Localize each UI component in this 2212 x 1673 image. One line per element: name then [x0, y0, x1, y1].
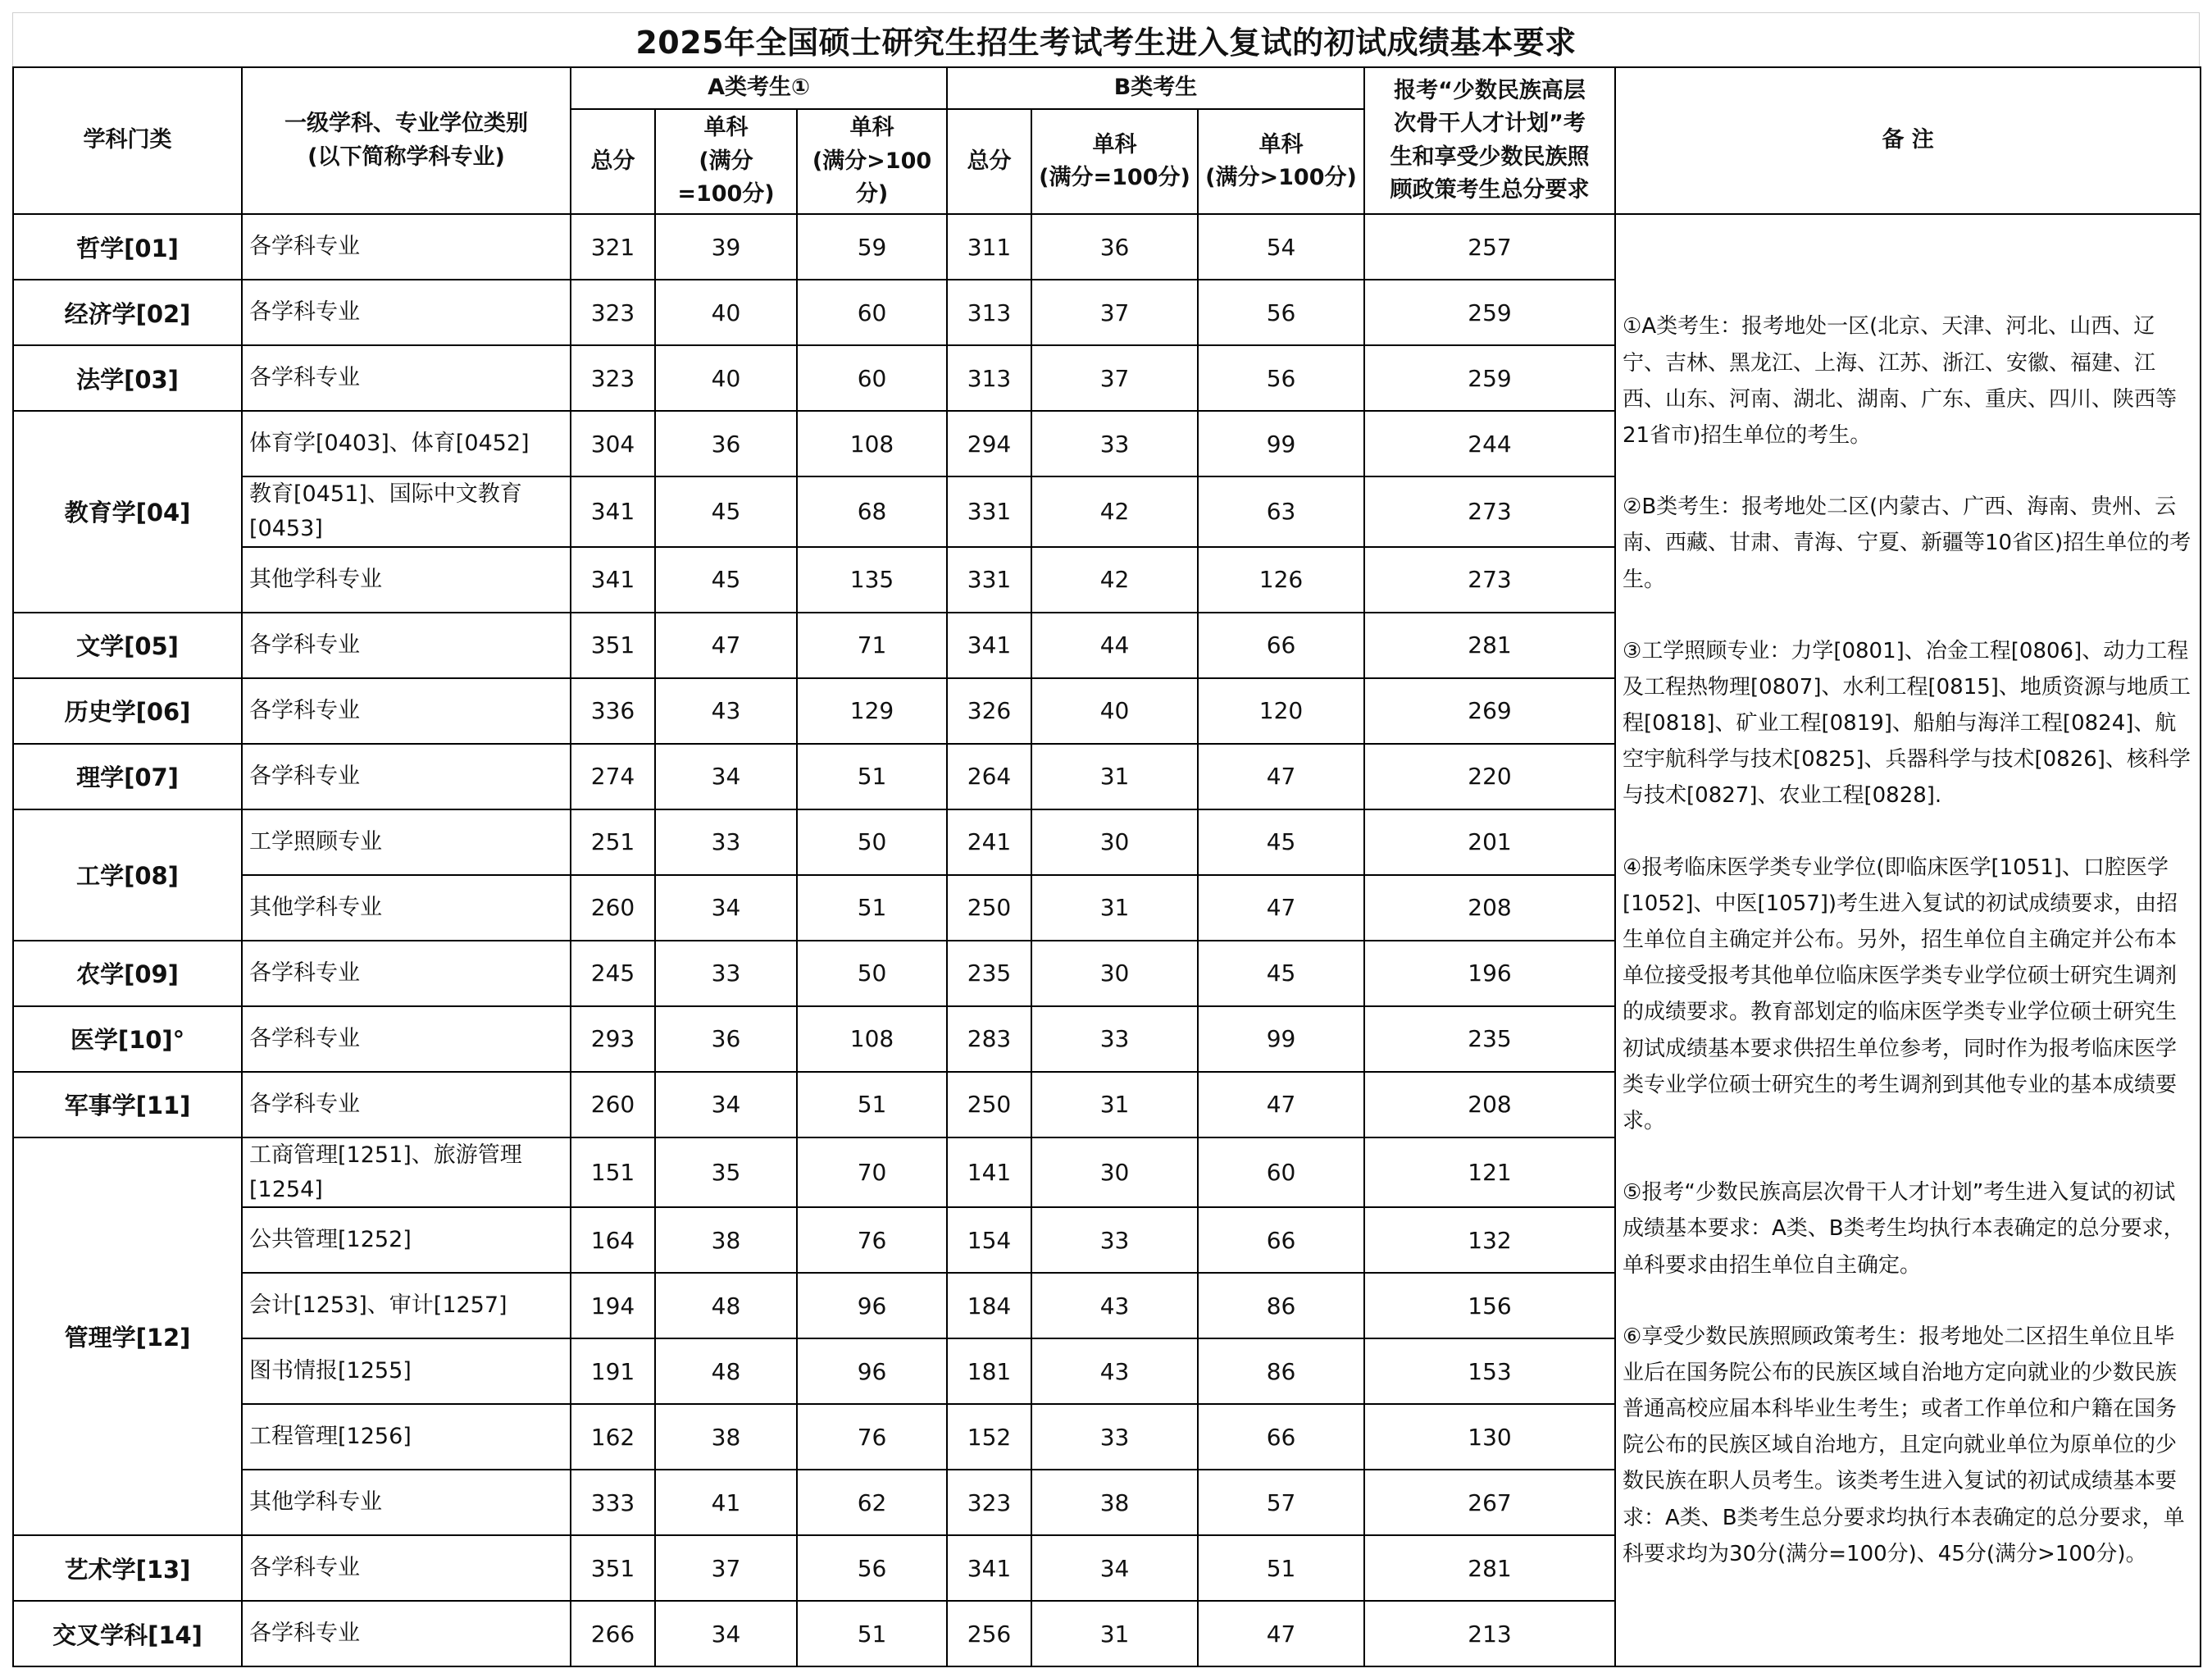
b-total-cell: 326: [947, 678, 1031, 744]
b-single-100-cell: 36: [1031, 214, 1198, 280]
subject-cell: 各学科专业: [242, 1006, 571, 1072]
special-total-cell: 235: [1364, 1006, 1615, 1072]
a-single-gt100-cell: 68: [797, 476, 947, 547]
b-total-cell: 235: [947, 941, 1031, 1006]
a-single-gt100-cell: 76: [797, 1207, 947, 1273]
header-b-single-100-line2: (满分=100分): [1039, 165, 1190, 190]
a-single-100-cell: 38: [655, 1404, 797, 1470]
special-total-cell: 208: [1364, 875, 1615, 941]
a-total-cell: 351: [571, 1535, 655, 1601]
a-total-cell: 260: [571, 1072, 655, 1137]
a-single-gt100-cell: 50: [797, 809, 947, 875]
subject-cell: 工商管理[1251]、旅游管理[1254]: [242, 1137, 571, 1208]
a-total-cell: 304: [571, 411, 655, 476]
special-total-cell: 281: [1364, 1535, 1615, 1601]
a-single-100-cell: 34: [655, 1601, 797, 1666]
a-total-cell: 260: [571, 875, 655, 941]
category-cell: 医学[10]°: [13, 1006, 242, 1072]
header-b-single-100-line1: 单科: [1092, 131, 1137, 157]
subject-cell: 各学科专业: [242, 1535, 571, 1601]
header-a-single-gt100: [797, 109, 947, 214]
subject-cell: 工学照顾专业: [242, 809, 571, 875]
a-total-cell: 323: [571, 345, 655, 411]
b-total-cell: 331: [947, 547, 1031, 613]
b-single-gt100-cell: 47: [1198, 1601, 1364, 1666]
b-single-gt100-cell: 120: [1198, 678, 1364, 744]
b-single-100-cell: 30: [1031, 809, 1198, 875]
b-single-gt100-cell: 66: [1198, 613, 1364, 678]
a-single-100-cell: 37: [655, 1535, 797, 1601]
a-total-cell: 194: [571, 1273, 655, 1338]
header-a-single-100-line1: 单科: [703, 115, 749, 141]
a-total-cell: 333: [571, 1470, 655, 1535]
page-title: 2025年全国硕士研究生招生考试考生进入复试的初试成绩基本要求: [635, 25, 1577, 61]
remarks-cell: [1615, 214, 2201, 1666]
subject-cell: 其他学科专业: [242, 1470, 571, 1535]
a-single-100-cell: 48: [655, 1338, 797, 1404]
header-b-total: 总分: [947, 109, 1031, 214]
a-total-cell: 351: [571, 613, 655, 678]
b-single-100-cell: 43: [1031, 1273, 1198, 1338]
special-total-cell: 267: [1364, 1470, 1615, 1535]
a-total-cell: 191: [571, 1338, 655, 1404]
a-single-100-cell: 35: [655, 1137, 797, 1208]
b-single-100-cell: 44: [1031, 613, 1198, 678]
b-total-cell: 250: [947, 875, 1031, 941]
special-total-cell: 259: [1364, 345, 1615, 411]
a-total-cell: 164: [571, 1207, 655, 1273]
a-single-100-cell: 39: [655, 214, 797, 280]
a-total-cell: 151: [571, 1137, 655, 1208]
special-total-cell: 208: [1364, 1072, 1615, 1137]
category-cell: 哲学[01]: [13, 214, 242, 280]
header-b-single-gt100: [1198, 109, 1364, 214]
remark-note: ⑤报考“少数民族高层次骨干人才计划”考生进入复试的初试成绩基本要求：A类、B类考生均执行本表确定的总分要求，单科要求由招生单位自主确定。: [1623, 1180, 2185, 1278]
special-total-cell: 213: [1364, 1601, 1615, 1666]
special-total-cell: 269: [1364, 678, 1615, 744]
table-row: [13, 214, 2201, 280]
header-a-single-100-line2: (满分: [699, 148, 753, 174]
b-single-100-cell: 42: [1031, 476, 1198, 547]
a-single-gt100-cell: 60: [797, 345, 947, 411]
table-body: [13, 214, 2201, 1666]
category-cell: 教育学[04]: [13, 411, 242, 613]
subject-cell: 其他学科专业: [242, 875, 571, 941]
subject-cell: 各学科专业: [242, 744, 571, 809]
category-cell: 艺术学[13]: [13, 1535, 242, 1601]
a-single-gt100-cell: 60: [797, 280, 947, 345]
table-header: [13, 67, 2201, 214]
a-single-100-cell: 48: [655, 1273, 797, 1338]
a-single-gt100-cell: 51: [797, 1601, 947, 1666]
special-total-cell: 281: [1364, 613, 1615, 678]
category-cell: 工学[08]: [13, 809, 242, 941]
b-single-100-cell: 31: [1031, 875, 1198, 941]
a-single-gt100-cell: 135: [797, 547, 947, 613]
subject-cell: 工程管理[1256]: [242, 1404, 571, 1470]
b-total-cell: 283: [947, 1006, 1031, 1072]
b-single-100-cell: 31: [1031, 1601, 1198, 1666]
b-total-cell: 331: [947, 476, 1031, 547]
special-total-cell: 257: [1364, 214, 1615, 280]
b-total-cell: 184: [947, 1273, 1031, 1338]
a-single-100-cell: 33: [655, 941, 797, 1006]
header-special-total: [1364, 67, 1615, 214]
b-single-100-cell: 43: [1031, 1338, 1198, 1404]
a-total-cell: 266: [571, 1601, 655, 1666]
b-single-gt100-cell: 56: [1198, 345, 1364, 411]
header-a-total: 总分: [571, 109, 655, 214]
a-single-100-cell: 36: [655, 1006, 797, 1072]
special-total-cell: 121: [1364, 1137, 1615, 1208]
b-total-cell: 241: [947, 809, 1031, 875]
subject-cell: 各学科专业: [242, 678, 571, 744]
a-single-100-cell: 40: [655, 345, 797, 411]
subject-cell: 各学科专业: [242, 1072, 571, 1137]
a-single-gt100-cell: 71: [797, 613, 947, 678]
a-total-cell: 162: [571, 1404, 655, 1470]
a-total-cell: 274: [571, 744, 655, 809]
b-single-100-cell: 33: [1031, 1006, 1198, 1072]
score-table: [12, 66, 2201, 1667]
b-single-100-cell: 34: [1031, 1535, 1198, 1601]
special-total-cell: 273: [1364, 476, 1615, 547]
b-total-cell: 323: [947, 1470, 1031, 1535]
subject-cell: 公共管理[1252]: [242, 1207, 571, 1273]
a-single-100-cell: 40: [655, 280, 797, 345]
b-single-100-cell: 33: [1031, 411, 1198, 476]
special-total-cell: 130: [1364, 1404, 1615, 1470]
a-single-gt100-cell: 62: [797, 1470, 947, 1535]
subject-cell: 各学科专业: [242, 941, 571, 1006]
b-single-gt100-cell: 126: [1198, 547, 1364, 613]
header-a-single-gt100-line2: (满分>100分): [812, 148, 932, 207]
subject-cell: 各学科专业: [242, 345, 571, 411]
a-single-100-cell: 34: [655, 875, 797, 941]
b-total-cell: 256: [947, 1601, 1031, 1666]
a-total-cell: 336: [571, 678, 655, 744]
special-total-cell: 259: [1364, 280, 1615, 345]
a-total-cell: 321: [571, 214, 655, 280]
subject-cell: 会计[1253]、审计[1257]: [242, 1273, 571, 1338]
subject-cell: 体育学[0403]、体育[0452]: [242, 411, 571, 476]
subject-cell: 各学科专业: [242, 214, 571, 280]
b-single-gt100-cell: 66: [1198, 1207, 1364, 1273]
header-special-line1: 报考“少数民族高层: [1394, 77, 1586, 103]
remark-note: ③工学照顾专业：力学[0801]、冶金工程[0806]、动力工程及工程热物理[0807]、水利工程[0815]、地质资源与地质工程[0818]、矿业工程[0819]、船舶与海洋工程[0824]、航空宇航科学与技术[0825]、兵器科学与技术[0826]、核科学与技术[0827]、农业工程[0828].: [1623, 638, 2191, 809]
a-single-100-cell: 47: [655, 613, 797, 678]
remark-note: ④报考临床医学类专业学位(即临床医学[1051]、口腔医学[1052]、中医[1057])考生进入复试的初试成绩要求，由招生单位自主确定并公布。另外，招生单位自主确定并公布本单位接受报考其他单位临床医学类专业学位硕士研究生调剂的成绩要求。教育部划定的临床医学类专业学位硕士研究生初试成绩基本要求供招生单位参考，同时作为报考临床医学类专业学位硕士研究生的考生调剂到其他专业的基本成绩要求。: [1623, 855, 2178, 1133]
b-single-gt100-cell: 47: [1198, 744, 1364, 809]
subject-cell: 教育[0451]、国际中文教育[0453]: [242, 476, 571, 547]
a-total-cell: 293: [571, 1006, 655, 1072]
b-single-gt100-cell: 51: [1198, 1535, 1364, 1601]
b-single-100-cell: 37: [1031, 280, 1198, 345]
a-single-gt100-cell: 56: [797, 1535, 947, 1601]
a-single-100-cell: 34: [655, 1072, 797, 1137]
a-total-cell: 251: [571, 809, 655, 875]
subject-cell: 各学科专业: [242, 280, 571, 345]
b-single-100-cell: 37: [1031, 345, 1198, 411]
b-single-gt100-cell: 56: [1198, 280, 1364, 345]
a-single-100-cell: 34: [655, 744, 797, 809]
special-total-cell: 153: [1364, 1338, 1615, 1404]
header-b-single-100: [1031, 109, 1198, 214]
category-cell: 理学[07]: [13, 744, 242, 809]
category-cell: 军事学[11]: [13, 1072, 242, 1137]
special-total-cell: 196: [1364, 941, 1615, 1006]
special-total-cell: 132: [1364, 1207, 1615, 1273]
category-cell: 经济学[02]: [13, 280, 242, 345]
b-total-cell: 341: [947, 1535, 1031, 1601]
header-subject-line2: (以下简称学科专业): [307, 144, 505, 170]
a-single-gt100-cell: 51: [797, 875, 947, 941]
a-single-gt100-cell: 108: [797, 1006, 947, 1072]
category-cell: 管理学[12]: [13, 1137, 242, 1536]
b-single-100-cell: 30: [1031, 941, 1198, 1006]
subject-cell: 各学科专业: [242, 613, 571, 678]
a-single-100-cell: 43: [655, 678, 797, 744]
b-single-gt100-cell: 66: [1198, 1404, 1364, 1470]
header-a-single-100: [655, 109, 797, 214]
b-single-100-cell: 31: [1031, 1072, 1198, 1137]
a-single-gt100-cell: 51: [797, 744, 947, 809]
a-single-gt100-cell: 108: [797, 411, 947, 476]
special-total-cell: 244: [1364, 411, 1615, 476]
b-single-gt100-cell: 99: [1198, 411, 1364, 476]
a-total-cell: 323: [571, 280, 655, 345]
category-cell: 交叉学科[14]: [13, 1601, 242, 1666]
a-single-gt100-cell: 76: [797, 1404, 947, 1470]
score-sheet: [12, 12, 2200, 1662]
b-single-gt100-cell: 47: [1198, 1072, 1364, 1137]
b-total-cell: 341: [947, 613, 1031, 678]
a-total-cell: 341: [571, 547, 655, 613]
b-single-100-cell: 33: [1031, 1404, 1198, 1470]
a-single-gt100-cell: 129: [797, 678, 947, 744]
b-total-cell: 264: [947, 744, 1031, 809]
special-total-cell: 156: [1364, 1273, 1615, 1338]
header-special-line4: 顾政策考生总分要求: [1390, 177, 1590, 203]
b-single-gt100-cell: 63: [1198, 476, 1364, 547]
b-total-cell: 181: [947, 1338, 1031, 1404]
b-single-100-cell: 30: [1031, 1137, 1198, 1208]
a-single-100-cell: 45: [655, 547, 797, 613]
a-single-gt100-cell: 51: [797, 1072, 947, 1137]
b-total-cell: 154: [947, 1207, 1031, 1273]
b-single-gt100-cell: 45: [1198, 809, 1364, 875]
a-total-cell: 245: [571, 941, 655, 1006]
b-total-cell: 152: [947, 1404, 1031, 1470]
b-total-cell: 250: [947, 1072, 1031, 1137]
remark-note: ①A类考生：报考地处一区(北京、天津、河北、山西、辽宁、吉林、黑龙江、上海、江苏、浙江、安徽、福建、江西、山东、河南、湖北、湖南、广东、重庆、四川、陕西等21省市)招生单位的考生。: [1623, 314, 2178, 448]
header-group-a: A类考生①: [571, 67, 947, 109]
category-cell: 农学[09]: [13, 941, 242, 1006]
b-single-gt100-cell: 86: [1198, 1338, 1364, 1404]
a-single-100-cell: 38: [655, 1207, 797, 1273]
title-bar: [12, 12, 2200, 66]
a-single-100-cell: 36: [655, 411, 797, 476]
subject-cell: 图书情报[1255]: [242, 1338, 571, 1404]
b-single-gt100-cell: 47: [1198, 875, 1364, 941]
header-subject-line1: 一级学科、专业学位类别: [284, 111, 528, 136]
b-total-cell: 313: [947, 345, 1031, 411]
b-single-gt100-cell: 86: [1198, 1273, 1364, 1338]
header-a-single-100-line3: =100分): [677, 181, 775, 207]
b-single-100-cell: 33: [1031, 1207, 1198, 1273]
header-b-single-gt100-line1: 单科: [1258, 131, 1304, 157]
b-single-gt100-cell: 57: [1198, 1470, 1364, 1535]
header-group-b: B类考生: [947, 67, 1364, 109]
header-b-single-gt100-line2: (满分>100分): [1205, 165, 1357, 190]
b-single-gt100-cell: 54: [1198, 214, 1364, 280]
subject-cell: 各学科专业: [242, 1601, 571, 1666]
category-cell: 文学[05]: [13, 613, 242, 678]
special-total-cell: 220: [1364, 744, 1615, 809]
a-single-100-cell: 45: [655, 476, 797, 547]
a-single-gt100-cell: 96: [797, 1273, 947, 1338]
special-total-cell: 273: [1364, 547, 1615, 613]
b-single-100-cell: 42: [1031, 547, 1198, 613]
b-single-100-cell: 40: [1031, 678, 1198, 744]
header-subject: [242, 67, 571, 214]
b-single-gt100-cell: 45: [1198, 941, 1364, 1006]
b-total-cell: 311: [947, 214, 1031, 280]
b-single-100-cell: 31: [1031, 744, 1198, 809]
b-single-gt100-cell: 60: [1198, 1137, 1364, 1208]
header-remarks: 备 注: [1615, 67, 2201, 214]
a-single-gt100-cell: 59: [797, 214, 947, 280]
remark-note: ⑥享受少数民族照顾政策考生：报考地处二区招生单位且毕业后在国务院公布的民族区域自治地方定向就业的少数民族普通高校应届本科毕业生考生；或者工作单位和户籍在国务院公布的民族区域自治地方，且定向就业单位为原单位的少数民族在职人员考生。该类考生进入复试的初试成绩基本要求：A类、B类考生总分要求均执行本表确定的总分要求，单科要求均为30分(满分=100分)、45分(满分>100分)。: [1623, 1324, 2185, 1566]
b-total-cell: 313: [947, 280, 1031, 345]
a-total-cell: 341: [571, 476, 655, 547]
a-single-gt100-cell: 50: [797, 941, 947, 1006]
b-single-gt100-cell: 99: [1198, 1006, 1364, 1072]
b-total-cell: 141: [947, 1137, 1031, 1208]
header-special-line3: 生和享受少数民族照: [1390, 144, 1590, 170]
header-a-single-gt100-line1: 单科: [849, 115, 894, 141]
category-cell: 历史学[06]: [13, 678, 242, 744]
b-total-cell: 294: [947, 411, 1031, 476]
category-cell: 法学[03]: [13, 345, 242, 411]
a-single-gt100-cell: 96: [797, 1338, 947, 1404]
b-single-100-cell: 38: [1031, 1470, 1198, 1535]
header-special-line2: 次骨干人才计划”考: [1394, 111, 1586, 136]
header-category: 学科门类: [13, 67, 242, 214]
special-total-cell: 201: [1364, 809, 1615, 875]
a-single-100-cell: 41: [655, 1470, 797, 1535]
a-single-gt100-cell: 70: [797, 1137, 947, 1208]
remark-note: ②B类考生：报考地处二区(内蒙古、广西、海南、贵州、云南、西藏、甘肃、青海、宁夏、新疆等10省区)招生单位的考生。: [1623, 495, 2192, 592]
subject-cell: 其他学科专业: [242, 547, 571, 613]
a-single-100-cell: 33: [655, 809, 797, 875]
